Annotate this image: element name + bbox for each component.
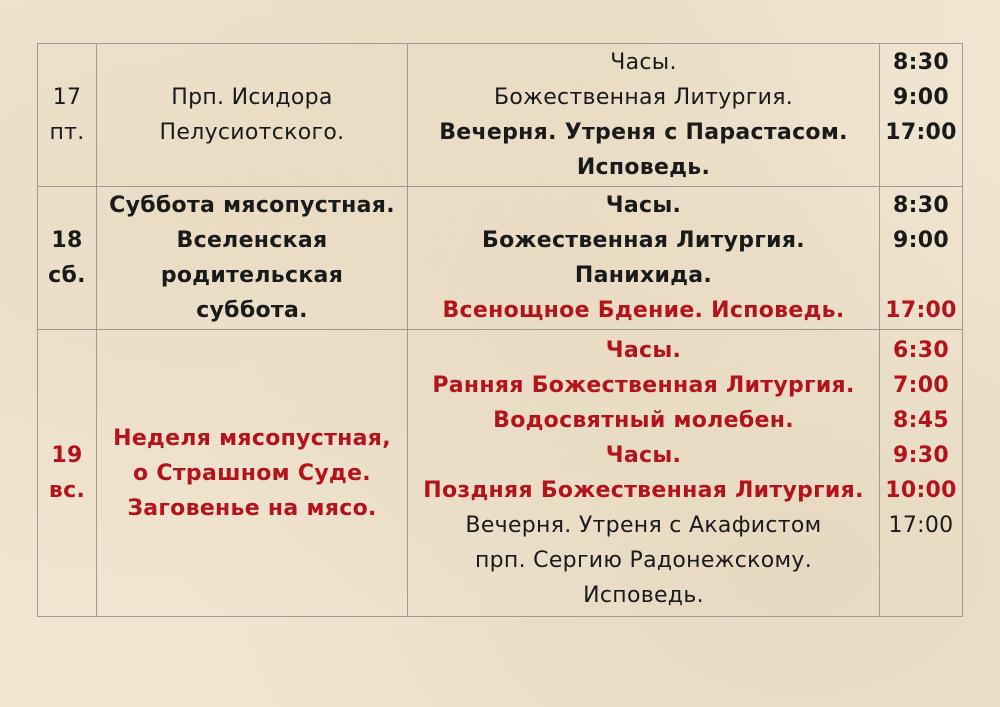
- service-time: 8:30: [893, 193, 949, 218]
- empty-time: [880, 150, 962, 185]
- feast-line: Заговенье на мясо.: [127, 495, 377, 521]
- empty-time: [880, 543, 962, 578]
- feast-line: суббота.: [196, 298, 308, 323]
- feast-line: Неделя мясопустная,: [113, 425, 391, 451]
- feast-line: Пелусиотского.: [159, 120, 345, 145]
- table-row: [38, 44, 963, 187]
- empty-time: [880, 258, 962, 293]
- service-line: Поздняя Божественная Литургия.: [423, 478, 864, 503]
- service-time: 17:00: [885, 298, 957, 323]
- date-cell: [38, 330, 97, 617]
- service-time: 6:30: [893, 338, 949, 363]
- service-time: 9:30: [893, 443, 949, 468]
- service-line: Часы.: [610, 50, 677, 75]
- services-cell: [408, 330, 880, 617]
- table-row: [38, 187, 963, 330]
- feast-line: о Страшном Суде.: [133, 460, 371, 486]
- service-line: Божественная Литургия.: [493, 85, 794, 110]
- day-number: 19: [51, 443, 83, 468]
- date-cell: [38, 187, 97, 330]
- service-line: Часы.: [605, 338, 682, 363]
- feast-line: Вселенская родительская: [160, 228, 344, 288]
- day-number: 18: [51, 228, 83, 253]
- service-schedule-table: [37, 43, 963, 617]
- table-row: [38, 330, 963, 617]
- empty-time: [880, 578, 962, 613]
- day-number: 17: [52, 85, 82, 110]
- service-line: Часы.: [605, 193, 682, 218]
- times-cell: [880, 187, 963, 330]
- times-cell: [880, 44, 963, 187]
- weekday: пт.: [49, 120, 85, 145]
- service-line: Вечерня. Утреня с Парастасом.: [439, 120, 848, 145]
- service-time: 10:00: [885, 478, 957, 503]
- service-line: Часы.: [605, 443, 682, 468]
- services-cell: [408, 44, 880, 187]
- service-time: 8:30: [893, 50, 949, 75]
- service-line: Божественная Литургия.: [482, 228, 805, 253]
- weekday: сб.: [48, 263, 86, 288]
- weekday: вс.: [48, 478, 86, 503]
- service-line: Исповедь.: [576, 155, 711, 180]
- services-cell: [408, 187, 880, 330]
- feast-line: Суббота мясопустная.: [109, 193, 395, 218]
- date-cell: [38, 44, 97, 187]
- service-time: 17:00: [888, 513, 954, 538]
- service-time: 17:00: [885, 120, 957, 145]
- service-time: 8:45: [893, 408, 949, 433]
- service-line: прп. Сергию Радонежскому.: [474, 548, 813, 573]
- service-line: Исповедь.: [583, 583, 704, 608]
- service-line: Всенощное Бдение. Исповедь.: [442, 298, 845, 323]
- feast-line: Прп. Исидора: [171, 85, 333, 110]
- service-time: 9:00: [893, 85, 949, 110]
- times-cell: [880, 330, 963, 617]
- feast-cell: [97, 187, 408, 330]
- service-line: Вечерня. Утреня с Акафистом: [465, 513, 822, 538]
- service-line: Панихида.: [574, 263, 713, 288]
- service-time: 7:00: [893, 373, 949, 398]
- feast-cell: [97, 44, 408, 187]
- service-line: Водосвятный молебен.: [493, 408, 794, 433]
- service-time: 9:00: [893, 228, 949, 253]
- feast-cell: [97, 330, 408, 617]
- service-line: Ранняя Божественная Литургия.: [432, 373, 855, 398]
